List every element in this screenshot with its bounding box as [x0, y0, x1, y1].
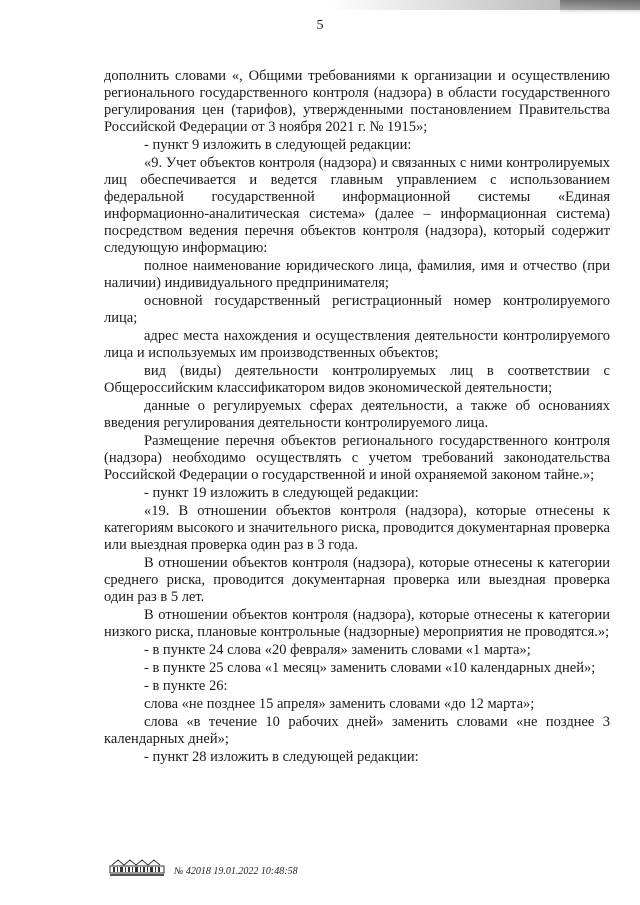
registration-number: № 42018 19.01.2022 10:48:58	[174, 866, 298, 877]
paragraph-2: - пункт 9 изложить в следующей редакции:	[144, 137, 412, 153]
paragraph-5: основной государственный регистрационный номер контролируемого лица;	[104, 293, 610, 326]
document-body	[104, 68, 610, 767]
paragraph-3: «9. Учет объектов контроля (надзора) и связанных с ними контролируемых лиц обеспечивается и ведется главным управлением с использованием федеральной государственной информационной системы «Единая информационно-аналитическая система» (далее – информационная система) посредством ведения перечня объектов контроля (надзора), который содержит следующую информацию:	[104, 155, 610, 256]
paragraph-6: адрес места нахождения и осуществления деятельности контролируемого лица и используемых им производственных объектов;	[104, 328, 610, 361]
document-footer	[108, 856, 528, 886]
paragraph-1: дополнить словами «, Общими требованиями к организации и осуществлению регионального государственного контроля (надзора) в области государственного регулирования цен (тарифов), утвержденными постановлением Правительства Российской Федерации от 3 ноября 2021 г. № 1915»;	[104, 68, 610, 135]
paragraph-10: - пункт 19 изложить в следующей редакции:	[144, 485, 419, 501]
paragraph-11: «19. В отношении объектов контроля (надзора), которые отнесены к категориям высокого и значительного риска, проводится документарная проверка или выездная проверка один раз в 3 года.	[104, 503, 610, 553]
paragraph-4: полное наименование юридического лица, фамилия, имя и отчество (при наличии) индивидуального предпринимателя;	[104, 258, 610, 291]
paragraph-18: слова «в течение 10 рабочих дней» заменить словами «не позднее 3 календарных дней»;	[104, 714, 610, 747]
paragraph-12: В отношении объектов контроля (надзора), которые отнесены к категории среднего риска, проводится документарная проверка или выездная проверка один раз в 5 лет.	[104, 555, 610, 605]
paragraph-9: Размещение перечня объектов регионального государственного контроля (надзора) необходимо осуществлять с учетом требований законодательства Российской Федерации о государственной и иной охраняемой законом тайне.»;	[104, 433, 610, 483]
paragraph-14: - в пункте 24 слова «20 февраля» заменить словами «1 марта»;	[144, 642, 531, 658]
paragraph-19: - пункт 28 изложить в следующей редакции:	[144, 749, 419, 765]
paragraph-13: В отношении объектов контроля (надзора), которые отнесены к категории низкого риска, плановые контрольные (надзорные) мероприятия не проводятся.»;	[104, 607, 610, 640]
paragraph-7: вид (виды) деятельности контролируемых лиц в соответствии с Общероссийским классификатором видов экономической деятельности;	[104, 363, 610, 396]
paragraph-15: - в пункте 25 слова «1 месяц» заменить словами «10 календарных дней»;	[144, 660, 596, 676]
paragraph-8: данные о регулируемых сферах деятельности, а также об основаниях введения регулирования деятельности контролируемого лица.	[104, 398, 610, 431]
paragraph-16: - в пункте 26:	[144, 678, 228, 694]
page-number: 5	[316, 18, 324, 33]
scan-artifact-corner	[560, 0, 640, 14]
paragraph-17: слова «не позднее 15 апреля» заменить словами «до 12 марта»;	[144, 696, 535, 712]
barcode-stamp-icon	[108, 856, 166, 878]
